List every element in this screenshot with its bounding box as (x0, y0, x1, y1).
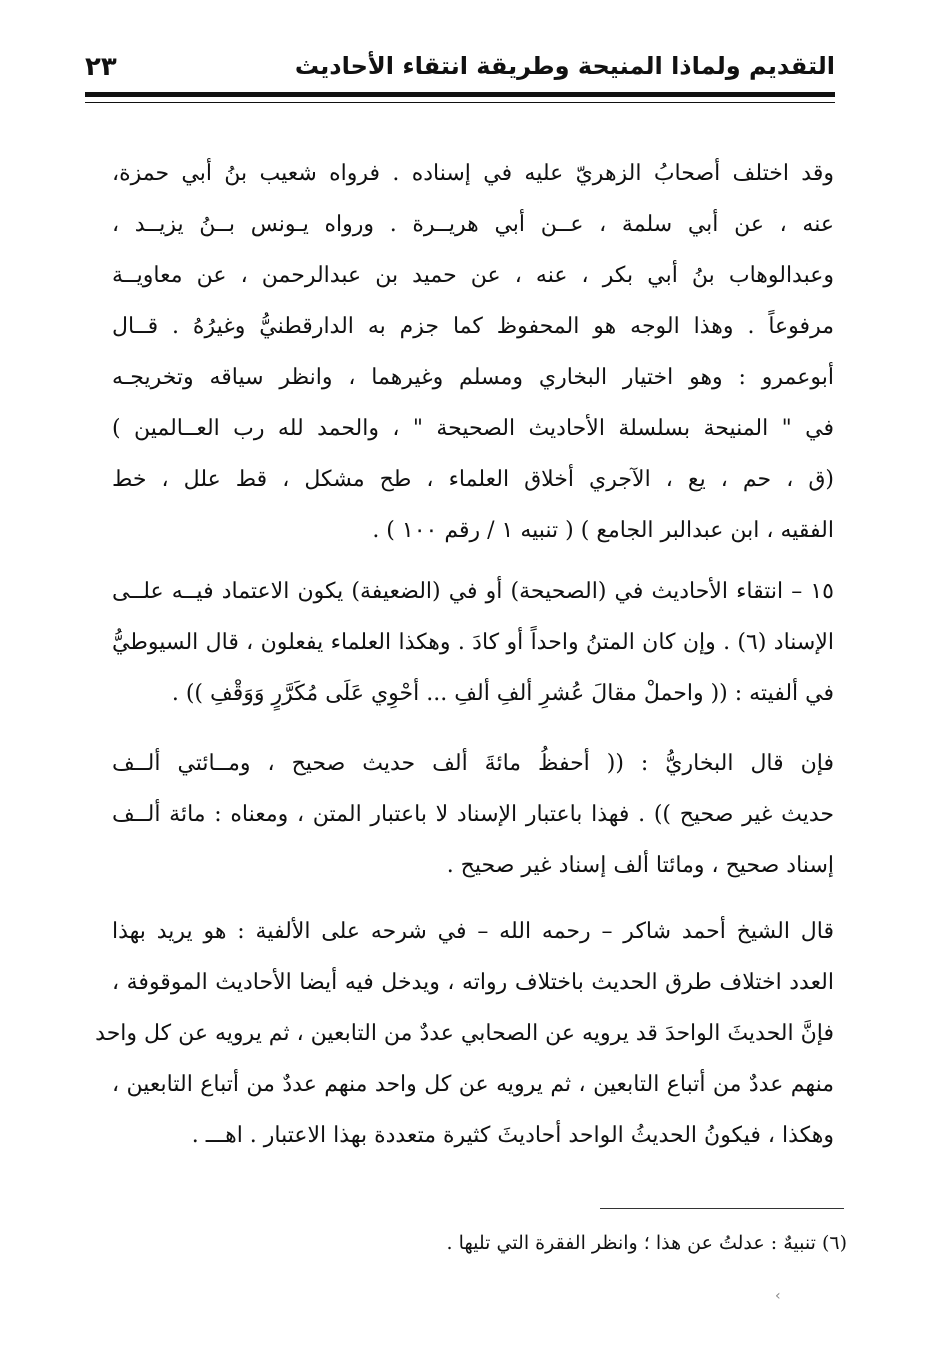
paragraph-shakir (95, 906, 834, 1161)
text-line: مرفوعاً . وهذا الوجه هو المحفوظ كما جزم به الدارقطنيُّ وغيرُهُ . قــال (112, 314, 834, 339)
paragraph-zuhri-isnad (112, 148, 834, 556)
text-line: عنه ، عن أبي سلمة ، عــن أبي هريــرة . ورواه يـونس بــنُ يزيــد ، (112, 212, 834, 237)
text-line: الفقيه ، ابن عبدالبر الجامع ) ( تنبيه ١ / رقم ١٠٠ ) . (372, 518, 834, 543)
text-line: (ق ، حم ، يع ، الآجري أخلاق العلماء ، طح مشكل ، قط علل ، خط (112, 467, 834, 492)
page-number: ٢٣ (85, 52, 117, 82)
text-line: ١٥ – انتقاء الأحاديث في (الصحيحة) أو في (الضعيفة) يكون الاعتماد فيــه علــى (112, 579, 834, 604)
text-line: وعبدالوهاب بنُ أبي بكر ، عنه ، عن حميد بن عبدالرحمن ، عن معاويــة (112, 263, 834, 288)
scan-mark: ‹ (775, 1288, 781, 1304)
paragraph-item-15 (112, 566, 834, 719)
text-line: العدد اختلاف طرق الحديث باختلاف رواته ، ويدخل فيه أيضا الأحاديث الموقوفة ، (112, 970, 834, 995)
header-rule-thin (85, 102, 835, 103)
text-line: قال الشيخ أحمد شاكر – رحمه الله – في شرحه على الألفية : هو يريد بهذا (112, 919, 834, 944)
text-line: منهم عددٌ من أتباع التابعين ، ثم يرويه عن كل واحد منهم عددٌ من أتباع التابعين ، (112, 1072, 834, 1097)
text-line: إسناد صحيح ، ومائتا ألف إسناد غير صحيح . (446, 853, 834, 878)
header-rule-thick (85, 92, 835, 97)
text-line: في ألفيته : (( واحملْ مقالَ عُشرِ ألفِ ألفِ ... أحْوِي عَلَى مُكَرَّرٍ وَوَقْفِ )) . (171, 681, 834, 706)
paragraph-bukhari (112, 738, 834, 891)
text-line: حديث غير صحيح )) . فهذا باعتبار الإسناد لا باعتبار المتن ، ومعناه : مائة ألــف (112, 802, 834, 827)
footnote-rule (600, 1208, 844, 1209)
text-line: وقد اختلف أصحابُ الزهريّ عليه في إسناده . فرواه شعيب بنُ أبي حمزة، (112, 161, 834, 186)
text-line: أبوعمرو : وهو اختيار البخاري ومسلم وغيرهما ، وانظر سياقه وتخريجـه (112, 365, 834, 390)
text-line: في " المنيحة بسلسلة الأحاديث الصحيحة " ، والحمد لله رب العــالمين ) (112, 416, 834, 441)
page-header (85, 40, 835, 100)
text-line: فإن قال البخاريُّ : (( أحفظُ مائةَ ألف حديث صحيح ، ومــائتي ألــف (112, 751, 834, 776)
text-line: فإنَّ الحديثَ الواحدَ قد يرويه عن الصحابي عددٌ من التابعين ، ثم يرويه عن كل واحد (95, 1021, 834, 1046)
running-title: التقديم ولماذا المنيحة وطريقة انتقاء الأحاديث (294, 52, 835, 80)
text-line: الإسناد (٦) . وإن كان المتنُ واحداً أو كادَ . وهكذا العلماء يفعلون ، قال السيوطيُّ (112, 630, 835, 655)
footnote: (٦) تنبيهٌ : عدلتُ عن هذا ؛ وانظر الفقرة التي تليها . (446, 1232, 847, 1254)
text-line: وهكذا ، فيكونُ الحديثُ الواحد أحاديثَ كثيرة متعددة بهذا الاعتبار . اهـــ . (191, 1123, 834, 1148)
